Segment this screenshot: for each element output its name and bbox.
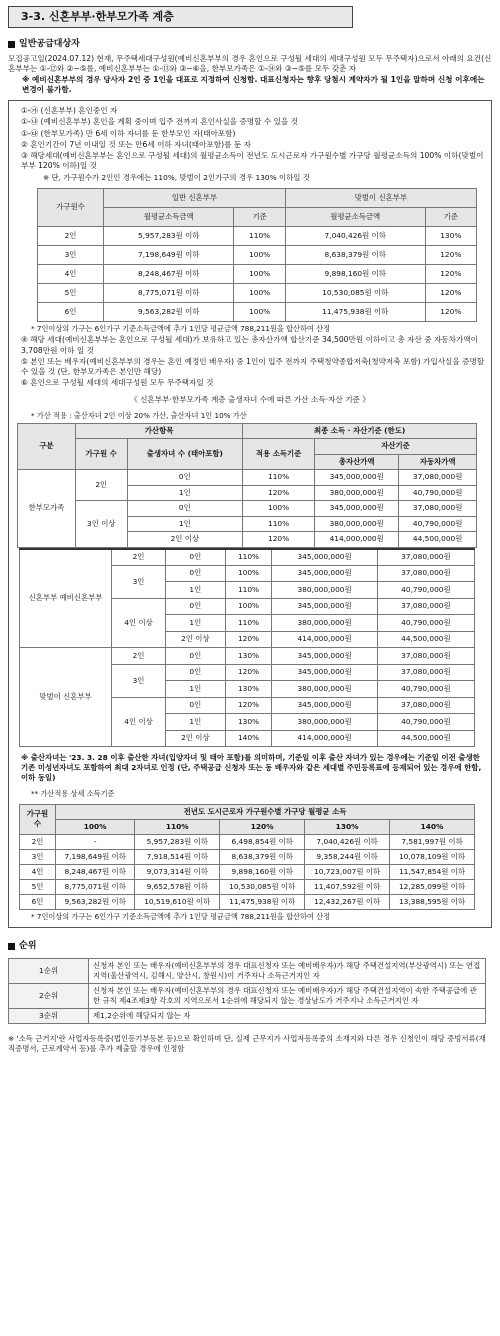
general-heading: 일반공급대상자 xyxy=(8,38,492,50)
detail-income-table: 가구원 수 전년도 도시근로자 가구원수별 가구당 월평균 소득 100% 110% 120% 130% 140% 2인 - 5,957,283원 이하 6,498,854원 이하 7,040,426원 이하 7,581,997원 이하 3인 7,198,649원 이하 7,918,514원 이하 8,638,379원 이하 9,358,244원 이하 10,078,109원 이하 4인 8,248,467원 이하 9,073,314원 이하 9,898,160원 이하 10,723,007원 이하 11,547,854원 이하 5인 8,775,071원 이하 9,652,578원 이하 10,530,085원 이하 11,407,592원 이하 12,285,099원 이하 6인 9,563,282원 이하 10,519,610원 이하 11,475,938원 이하 12,432,267원 이하 13,388,595원 이하 xyxy=(19,804,475,910)
condition-2: ② 혼인기간이 7년 이내일 것 또는 만6세 이하 자녀(태아포함)를 둔 자 xyxy=(21,139,251,149)
newlywed-label: 신혼부부 예비신혼부부 xyxy=(20,549,112,648)
table-row: 4인 이상 0인 120% 345,000,000원 37,080,000원 xyxy=(20,697,475,714)
birth-note: ※ 출산자녀는 '23. 3. 28 이후 출산한 자녀(입양자녀 및 태아 포함)를 의미하며, 기준일 이후 출산 자녀가 있는 경우에는 기준일 이전 출생한 기존 미성년자녀도 포함하여 최대 2자녀로 인정 (단, 주택공급 신청자 또는 동 배우자와 같은 세대별 주민등록표에 등재되어 있는 경우에 한함, 이하 동일) xyxy=(21,753,482,783)
condition-1b: ①-㉯ (예비신혼부부) 혼인을 계획 중이며 입주 전까지 혼인사실을 증명할 수 있을 것 xyxy=(21,117,299,127)
table-row: 3인 7,198,649원 이하 7,918,514원 이하 8,638,379원 이하 9,358,244원 이하 10,078,109원 이하 xyxy=(20,849,475,864)
table-row: 6인 9,563,282원 이하 100% 11,475,938원 이하 120% xyxy=(38,302,477,321)
income-col-standard: 기준 xyxy=(425,207,476,226)
table-row: 3순위 제1,2순위에 해당되지 않는 자 xyxy=(9,1008,486,1023)
bonus-h-members: 가구원 수 xyxy=(76,439,128,470)
conditions-box xyxy=(8,100,492,928)
dual-income-label: 맞벌이 신혼부부 xyxy=(20,648,112,747)
bonus-h-car: 자동차가액 xyxy=(399,454,477,470)
table-row: 1순위 신청자 본인 또는 배우자(예비신혼부부의 경우 대표신청자 또는 예비배우자)가 해당 주택건설지역(부산광역시) 또는 연접지역(울산광역시, 김해시, 양산시, 창원시)이 거주자나 소득근거지인 자 xyxy=(9,958,486,983)
table-row: 1인 110% 380,000,000원 40,790,000원 xyxy=(20,615,475,632)
table-row: 2인 이상 120% 414,000,000원 44,500,000원 xyxy=(18,532,477,548)
table-row: 4인 이상 0인 100% 345,000,000원 37,080,000원 xyxy=(20,598,475,615)
condition-1c: ①-㉰ (한부모가족) 만 6세 이하 자녀를 둔 한부모인 자(태아포함) xyxy=(21,128,236,138)
detail-h-income: 전년도 도시근로자 가구원수별 가구당 월평균 소득 xyxy=(56,804,475,819)
rank-footnote: ※ '소득 근거지'란 사업자등록증(법인등기부등본 등)으로 확인하며 단, 실제 근무지가 사업자등록증의 소재지와 다른 경우 신청인이 해당 증빙서류(재직증명서, 근로계약서 등)를 추가 제출할 경우에 인정함 xyxy=(8,1033,486,1053)
income-col-general: 일반 신혼부부 xyxy=(103,188,285,207)
table-row: 1인 120% 380,000,000원 40,790,000원 xyxy=(18,485,477,501)
section-title-bar xyxy=(8,6,353,28)
table-row: 2인 이상 140% 414,000,000원 44,500,000원 xyxy=(20,730,475,747)
bonus-h-final: 최종 소득 · 자산기준 (한도) xyxy=(243,423,477,439)
bonus-note: * 가산 적용 : 출산자녀 2인 이상 20% 가산, 출산자녀 1인 10% 가산 xyxy=(31,410,247,420)
rank-table xyxy=(8,958,486,1024)
bonus-table xyxy=(17,423,477,548)
income-table xyxy=(37,188,477,322)
table-row: 1인 130% 380,000,000원 40,790,000원 xyxy=(20,681,475,698)
income-footnote: * 7인이상의 가구는 6인가구 기준소득금액에 추가 1인당 평균금액 788,211원을 합산하여 산정 xyxy=(31,323,331,333)
table-row: 3인 7,198,649원 이하 100% 8,638,379원 이하 120% xyxy=(38,245,477,264)
table-row: 5인 8,775,071원 이하 100% 10,530,085원 이하 120% xyxy=(38,283,477,302)
table-row: 4인 8,248,467원 이하 100% 9,898,160원 이하 120% xyxy=(38,264,477,283)
income-col-dual: 맞벌이 신혼부부 xyxy=(285,188,476,207)
condition-3-note: ※ 단, 가구원수가 2인인 경우에는 110%, 맞벌이 2인가구의 경우 130% 이하일 것 xyxy=(43,172,310,182)
income-col-income: 월평균소득금액 xyxy=(103,207,234,226)
section-title: 3-3. 신혼부부·한부모가족 계층 xyxy=(21,9,174,23)
single-parent-label: 한부모가족 xyxy=(18,470,76,548)
general-note: ※ 예비신혼부부의 경우 당사자 2인 중 1인을 대표로 지정하여 신청함. 대표신청자는 향후 당첨시 계약자가 될 1인을 말하며 신청 이후에는 변경이 불가함. xyxy=(22,74,485,94)
square-bullet-icon xyxy=(8,943,15,950)
table-row: 2인 - 5,957,283원 이하 6,498,854원 이하 7,040,426원 이하 7,581,997원 이하 xyxy=(20,834,475,849)
table-row: 6인 9,563,282원 이하 10,519,610원 이하 11,475,938원 이하 12,432,267원 이하 13,388,595원 이하 xyxy=(20,894,475,909)
table-row: 4인 8,248,467원 이하 9,073,314원 이하 9,898,160원 이하 10,723,007원 이하 11,547,854원 이하 xyxy=(20,864,475,879)
income-col-members: 가구원수 xyxy=(38,188,104,226)
table-row: 1인 130% 380,000,000원 40,790,000원 xyxy=(20,714,475,731)
table-row: 1인 110% 380,000,000원 40,790,000원 xyxy=(20,582,475,599)
detail-h-members: 가구원 수 xyxy=(20,804,56,834)
bonus-h-income: 적용 소득기준 xyxy=(243,439,315,470)
table-row: 3인 0인 120% 345,000,000원 37,080,000원 xyxy=(20,664,475,681)
condition-5: ⑤ 본인 또는 배우자(예비신혼부부의 경우는 혼인 예정인 배우자) 중 1인이 입주 전까지 주택청약종합저축(청약저축 포함) 가입사실을 증명할 수 있을 것 (단, 한부모가족은 본인만 해당) xyxy=(21,356,485,377)
bonus-h-asset: 자산기준 xyxy=(315,439,477,455)
table-row: 3인 이상 0인 100% 345,000,000원 37,080,000원 xyxy=(18,501,477,517)
condition-6: ⑥ 혼인으로 구성될 세대의 세대구성원 모두 무주택자일 것 xyxy=(21,378,214,388)
table-row: 3인 0인 100% 345,000,000원 37,080,000원 xyxy=(20,565,475,582)
bonus-h-items: 가산항목 xyxy=(76,423,243,439)
condition-1a: ①-㉮ (신혼부부) 혼인중인 자 xyxy=(21,106,118,116)
bonus-title: 《 신혼부부·한부모가족 계층 출생자녀 수에 따른 가산 소득·자산 기준 》 xyxy=(130,394,370,404)
square-bullet-icon xyxy=(8,41,15,48)
detail-footnote: * 7인이상의 가구는 6인가구 기준소득금액에 추가 1인당 평균금액 788,211원을 합산하여 산정 xyxy=(31,911,331,921)
rank-heading: 순위 xyxy=(8,940,492,952)
general-intro: 모집공고일(2024.07.12) 현재, 무주택세대구성원(예비신혼부부의 경우 혼인으로 구성될 세대의 세대구성원 모두 무주택자)으로서 아래의 요건(신혼부부는 ①-⑫와 ②~⑤를, 예비신혼부부는 ①-⑬와 ③~⑥을, 한부모가족은 ①-⑭와 ③~⑤를 모두 갖춘 자 xyxy=(8,54,492,74)
detail-title: ** 가산적용 상세 소득기준 xyxy=(31,789,115,799)
newlywed-bonus-table xyxy=(19,548,475,748)
bonus-h-children: 출생자녀 수 (태아포함) xyxy=(127,439,243,470)
table-row: 한부모가족 2인 0인 110% 345,000,000원 37,080,000원 xyxy=(18,470,477,486)
bonus-h-total-asset: 총자산가액 xyxy=(315,454,399,470)
table-row: 2인 5,957,283원 이하 110% 7,040,426원 이하 130% xyxy=(38,226,477,245)
bonus-h-category: 구분 xyxy=(18,423,76,470)
condition-4: ④ 해당 세대(예비신혼부부는 혼인으로 구성될 세대)가 보유하고 있는 총자산가액 합산기준 34,500만원 이하이고 총 자산 중 자동차가액이 3,708만원 이하 일 것 xyxy=(21,335,478,355)
table-row: 2인 이상 120% 414,000,000원 44,500,000원 xyxy=(20,631,475,648)
income-col-income: 월평균소득금액 xyxy=(285,207,425,226)
table-row: 5인 8,775,071원 이하 9,652,578원 이하 10,530,085원 이하 11,407,592원 이하 12,285,099원 이하 xyxy=(20,879,475,894)
table-row: 2순위 신청자 본인 또는 배우자(예비신혼부부의 경우 대표신청자 또는 예비배우자)가 해당 주택건설지역이 속한 주택공급에 관한 규칙 제4조제3항 각호의 지역으로서 1순위에 해당되지 않는 경상남도가 거주지나 소득근거지인 자 xyxy=(9,983,486,1008)
condition-3: ③ 해당세대(예비신혼부부는 혼인으로 구성될 세대)의 월평균소득이 전년도 도시근로자 가구원수별 가구당 월평균소득의 100% 이하(맞벌이 부부 120% 이하)일 것 xyxy=(21,151,484,171)
table-row: 1인 110% 380,000,000원 40,790,000원 xyxy=(18,516,477,532)
table-row: 신혼부부 예비신혼부부 2인 0인 110% 345,000,000원 37,080,000원 xyxy=(20,549,475,566)
table-row: 맞벌이 신혼부부 2인 0인 130% 345,000,000원 37,080,000원 xyxy=(20,648,475,665)
income-col-standard: 기준 xyxy=(234,207,285,226)
